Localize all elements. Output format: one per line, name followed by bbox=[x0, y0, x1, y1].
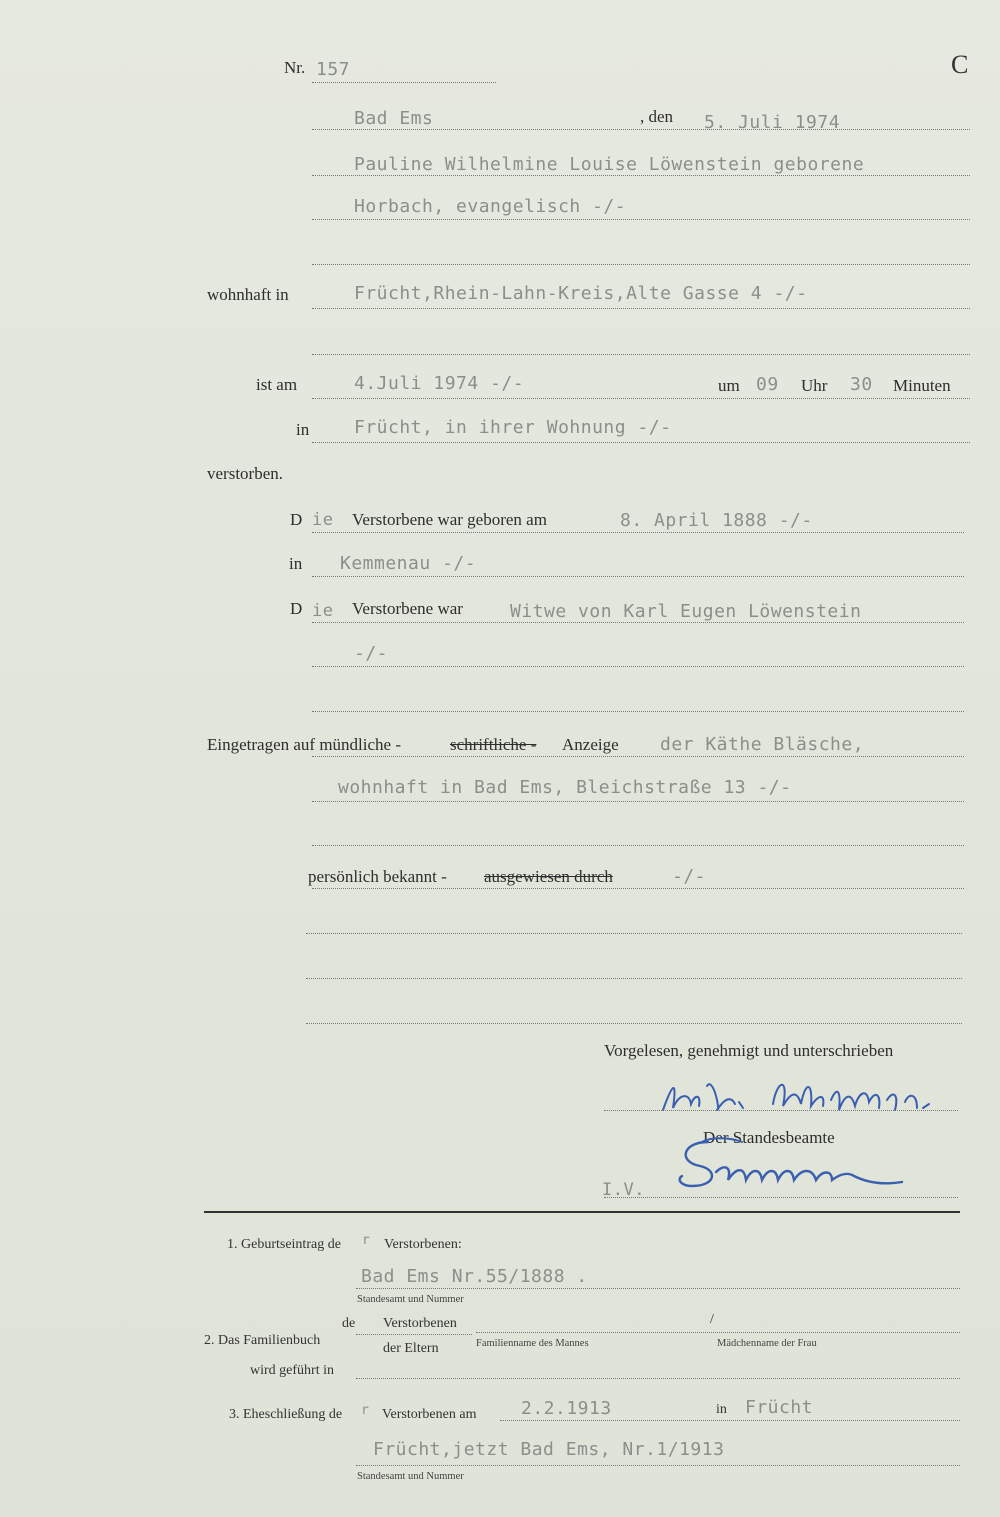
read-approved-label: Vorgelesen, genehmigt und unterschrieben bbox=[604, 1041, 894, 1060]
family-book-label-a: 2. Das Familienbuch bbox=[204, 1333, 321, 1348]
registrar-signature-line bbox=[604, 1197, 958, 1198]
name-line1: Pauline Wilhelmine Louise Löwenstein geborene bbox=[354, 154, 865, 175]
family-book-place-rule bbox=[356, 1378, 960, 1379]
nr-label: Nr. bbox=[284, 58, 306, 77]
marriage-suffix: r bbox=[361, 1403, 370, 1418]
birth-text: Verstorbene war geboren am bbox=[352, 510, 547, 529]
marital-text: Verstorbene war bbox=[352, 599, 463, 618]
marriage-rule bbox=[500, 1420, 960, 1421]
informant-address: wohnhaft in Bad Ems, Bleichstraße 13 -/- bbox=[338, 777, 792, 798]
marital-rule bbox=[312, 622, 964, 623]
place-date-line bbox=[312, 129, 970, 130]
informant-signature-line bbox=[604, 1110, 958, 1111]
blank-line-a bbox=[312, 264, 970, 265]
marriage-place: Frücht bbox=[745, 1397, 814, 1418]
form-letter: C bbox=[951, 50, 969, 79]
standesamt-label: Standesamt und Nummer bbox=[357, 1294, 464, 1305]
marital-d-label: D bbox=[290, 599, 303, 618]
verstorbenen-label: Verstorbenen bbox=[383, 1316, 457, 1331]
known-label: persönlich bekannt - bbox=[308, 867, 447, 886]
birth-in-label: in bbox=[289, 554, 303, 573]
residence-value: Frücht,Rhein-Lahn-Kreis,Alte Gasse 4 -/- bbox=[354, 283, 808, 304]
marriage-date: 2.2.1913 bbox=[521, 1398, 612, 1419]
date-value: 5. Juli 1974 bbox=[704, 112, 841, 133]
blank-line-b bbox=[312, 354, 970, 355]
verstorbenen-rule bbox=[356, 1334, 472, 1335]
blank-line-f bbox=[306, 978, 962, 979]
nr-value: 157 bbox=[316, 59, 351, 80]
known-rule bbox=[312, 888, 964, 889]
name-line2: Horbach, evangelisch -/- bbox=[354, 196, 627, 217]
wife-name-label: Mädchenname der Frau bbox=[717, 1338, 817, 1349]
death-minutes: 30 bbox=[850, 374, 873, 395]
birth-place-rule bbox=[312, 576, 964, 577]
birth-date: 8. April 1888 -/- bbox=[620, 510, 813, 531]
nr-line bbox=[312, 82, 496, 83]
marital-line2-rule bbox=[312, 666, 964, 667]
birth-article-suffix: ie bbox=[312, 510, 334, 530]
informant-address-rule bbox=[312, 801, 964, 802]
death-place: Frücht, in ihrer Wohnung -/- bbox=[354, 417, 672, 438]
iv-label: I.V. bbox=[602, 1180, 645, 1200]
minuten-label: Minuten bbox=[893, 376, 951, 395]
death-hour: 09 bbox=[756, 374, 779, 395]
marriage-label-b: Verstorbenen am bbox=[382, 1407, 477, 1422]
section-divider bbox=[204, 1211, 960, 1213]
death-place-rule bbox=[312, 442, 970, 443]
family-book-rule bbox=[476, 1332, 960, 1333]
birth-entry-value: Bad Ems Nr.55/1888 . bbox=[361, 1266, 588, 1287]
birth-entry-label-a: 1. Geburtseintrag de bbox=[227, 1237, 341, 1252]
registration-label-b: Anzeige bbox=[562, 735, 619, 754]
name-line1-rule bbox=[312, 175, 970, 176]
residence-rule bbox=[312, 308, 970, 309]
death-in-label: in bbox=[296, 420, 310, 439]
blank-line-e bbox=[306, 933, 962, 934]
name-slash: / bbox=[710, 1312, 714, 1327]
registrar-signature-icon bbox=[672, 1128, 922, 1200]
birth-entry-label-b: Verstorbenen: bbox=[384, 1237, 462, 1252]
birth-d-label: D bbox=[290, 510, 303, 529]
marriage-label-a: 3. Eheschließung de bbox=[229, 1407, 343, 1422]
blank-line-g bbox=[306, 1023, 962, 1024]
eltern-label: der Eltern bbox=[383, 1341, 439, 1356]
birth-entry-rule bbox=[356, 1288, 960, 1289]
blank-line-d bbox=[312, 845, 964, 846]
death-date: 4.Juli 1974 -/- bbox=[354, 373, 525, 394]
um-label: um bbox=[718, 376, 740, 395]
registrar-label: Der Standesbeamte bbox=[703, 1128, 835, 1147]
ist-am-label: ist am bbox=[256, 375, 298, 394]
uhr-label: Uhr bbox=[801, 376, 828, 395]
place-value: Bad Ems bbox=[354, 108, 434, 129]
birth-entry-suffix: r bbox=[362, 1233, 371, 1248]
death-date-rule bbox=[312, 398, 970, 399]
husband-name-label: Familienname des Mannes bbox=[476, 1338, 589, 1349]
informant-signature-text: Käthe Bläsche bbox=[655, 1072, 661, 1073]
marital-line2: -/- bbox=[354, 643, 389, 664]
informant-name: der Käthe Bläsche, bbox=[660, 734, 865, 755]
name-line2-rule bbox=[312, 219, 970, 220]
residence-label: wohnhaft in bbox=[207, 285, 289, 304]
informant-rule bbox=[312, 756, 964, 757]
verstorben-label: verstorben. bbox=[207, 464, 284, 483]
marital-article-suffix: ie bbox=[312, 601, 334, 621]
de-label: de bbox=[342, 1316, 356, 1331]
birth-date-rule bbox=[312, 532, 964, 533]
birth-place: Kemmenau -/- bbox=[340, 553, 477, 574]
registration-label-strike: schriftliche - bbox=[450, 735, 537, 754]
known-strike: ausgewiesen durch bbox=[484, 867, 613, 886]
marriage-register-rule bbox=[356, 1465, 960, 1466]
blank-line-c bbox=[312, 711, 964, 712]
den-label: , den bbox=[640, 107, 674, 126]
known-value: -/- bbox=[672, 866, 707, 887]
family-book-label-b: wird geführt in bbox=[250, 1363, 334, 1378]
standesamt-label-2: Standesamt und Nummer bbox=[357, 1471, 464, 1482]
marital-status: Witwe von Karl Eugen Löwenstein bbox=[510, 601, 862, 622]
informant-signature-icon bbox=[655, 1072, 955, 1122]
marriage-register: Frücht,jetzt Bad Ems, Nr.1/1913 bbox=[373, 1439, 725, 1460]
registration-label-a: Eingetragen auf mündliche - bbox=[207, 735, 402, 754]
marriage-in-label: in bbox=[716, 1402, 727, 1417]
